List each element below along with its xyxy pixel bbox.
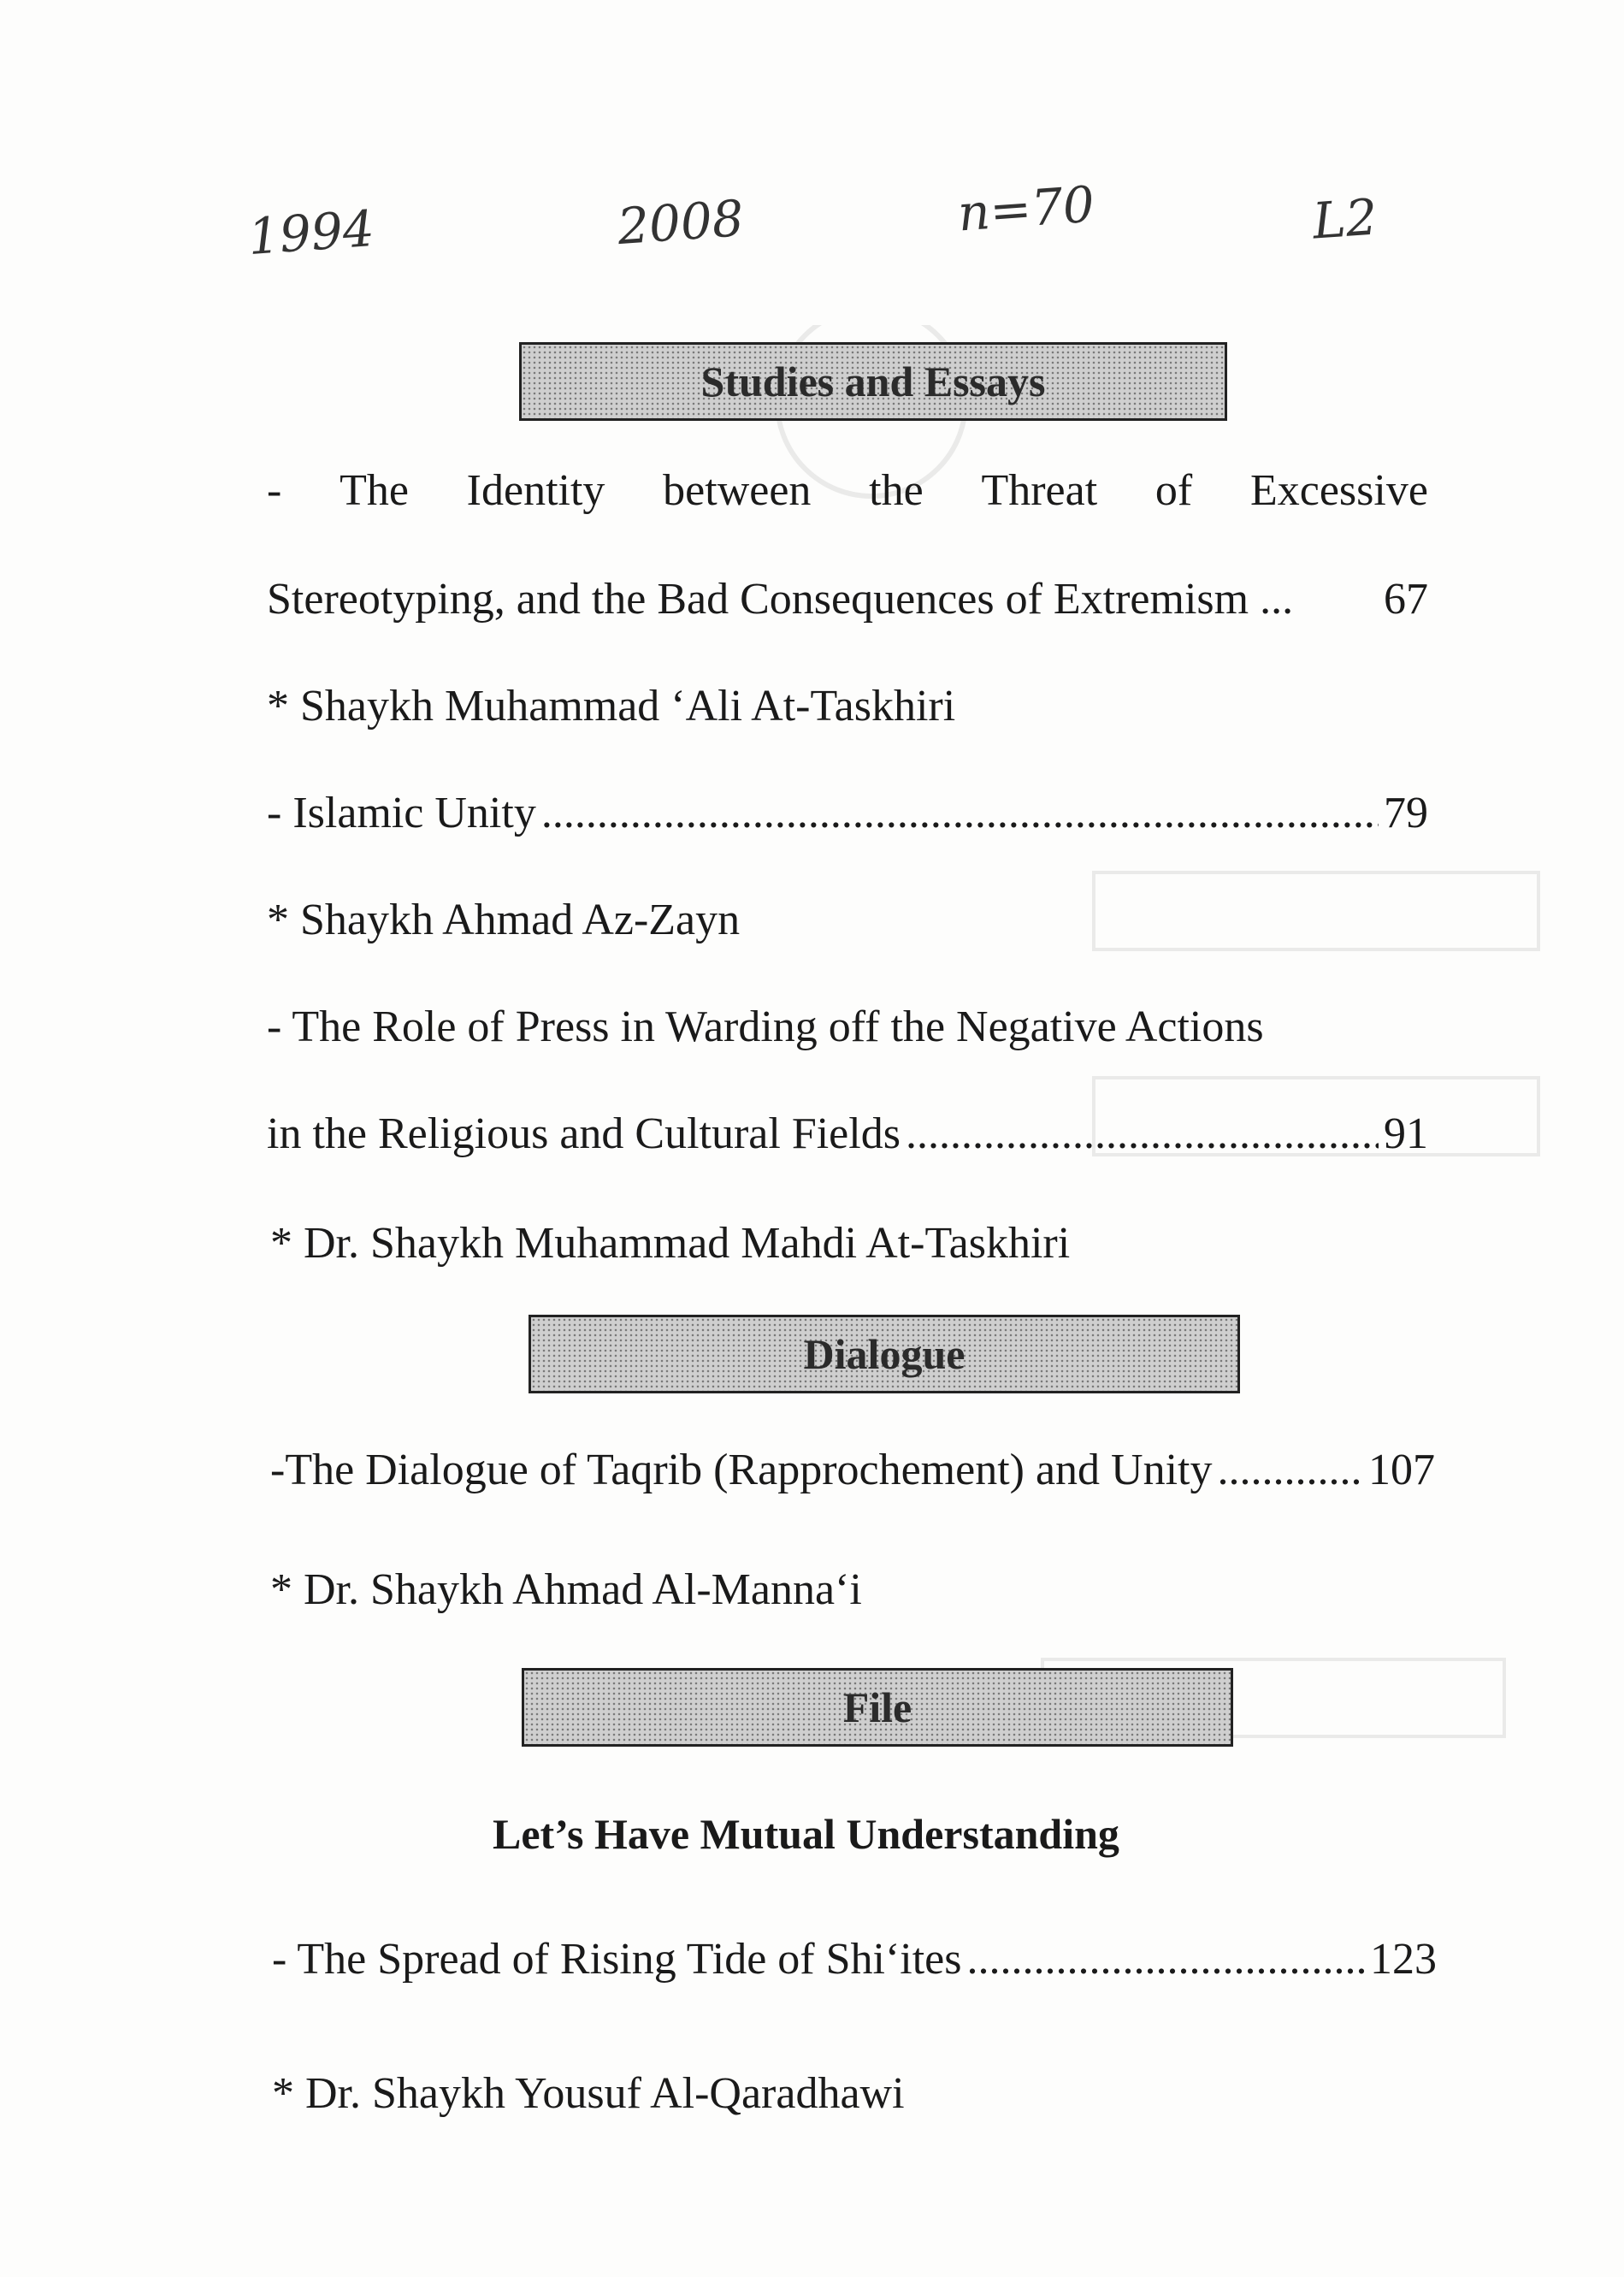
toc-entry-dialogue-of-taqrib[interactable] bbox=[270, 1448, 1435, 1493]
toc-entry-stereotyping[interactable] bbox=[267, 577, 1428, 622]
toc-entry-role-of-press[interactable] bbox=[267, 1109, 1428, 1158]
entry-author: * Shaykh Ahmad Az-Zayn bbox=[267, 896, 741, 944]
dot-leader bbox=[966, 1937, 1365, 1982]
entry-author: * Dr. Shaykh Yousuf Al-Qaradhawi bbox=[272, 2069, 905, 2118]
entry-title: - The Spread of Rising Tide of Shi‘ites bbox=[272, 1935, 962, 1984]
page-number: 67 bbox=[1384, 575, 1428, 624]
toc-entry-rising-tide[interactable] bbox=[272, 1937, 1437, 1982]
word: between bbox=[663, 466, 812, 515]
word: Threat bbox=[981, 466, 1098, 515]
section-heading-dialogue: Dialogue bbox=[529, 1315, 1240, 1393]
dot-leader bbox=[541, 791, 1379, 836]
word: - bbox=[267, 466, 282, 515]
handwritten-note-issue-number: n=70 bbox=[955, 174, 1096, 243]
dot-leader bbox=[1218, 1448, 1364, 1493]
section-heading-file: File bbox=[522, 1668, 1233, 1747]
dot-leader bbox=[906, 1112, 1379, 1156]
entry-author: * Dr. Shaykh Muhammad Mahdi At-Taskhiri bbox=[270, 1219, 1071, 1268]
page-number: 79 bbox=[1384, 789, 1428, 837]
entry-author: * Shaykh Muhammad ‘Ali At-Taskhiri bbox=[267, 682, 956, 730]
word: the bbox=[869, 466, 924, 515]
page-number: 91 bbox=[1384, 1109, 1428, 1158]
handwritten-note-year-end: 2008 bbox=[615, 188, 746, 257]
entry-title: -The Dialogue of Taqrib (Rapprochement) and Unity bbox=[270, 1446, 1213, 1494]
page-number: 123 bbox=[1370, 1935, 1437, 1984]
entry-title-line-1: - The Role of Press in Warding off the Negative Actions bbox=[267, 1002, 1264, 1051]
section-subheading: Let’s Have Mutual Understanding bbox=[493, 1810, 1119, 1858]
word: The bbox=[340, 466, 409, 515]
entry-title-line-2: Stereotyping, and the Bad Consequences of Extremism ... bbox=[267, 575, 1294, 624]
word: Identity bbox=[466, 466, 605, 515]
handwritten-note-year-start: 1994 bbox=[245, 198, 376, 267]
page-number: 107 bbox=[1368, 1446, 1435, 1494]
entry-title: - Islamic Unity bbox=[267, 789, 536, 837]
entry-title-line-1 bbox=[267, 466, 1428, 515]
section-heading-studies-and-essays: Studies and Essays bbox=[519, 342, 1227, 421]
entry-title-line-2: in the Religious and Cultural Fields bbox=[267, 1109, 901, 1158]
toc-entry-islamic-unity[interactable] bbox=[267, 791, 1428, 836]
word: of bbox=[1155, 466, 1193, 515]
handwritten-note-code: L2 bbox=[1310, 187, 1379, 251]
word: Excessive bbox=[1249, 466, 1428, 515]
entry-author: * Dr. Shaykh Ahmad Al-Manna‘i bbox=[270, 1565, 862, 1614]
